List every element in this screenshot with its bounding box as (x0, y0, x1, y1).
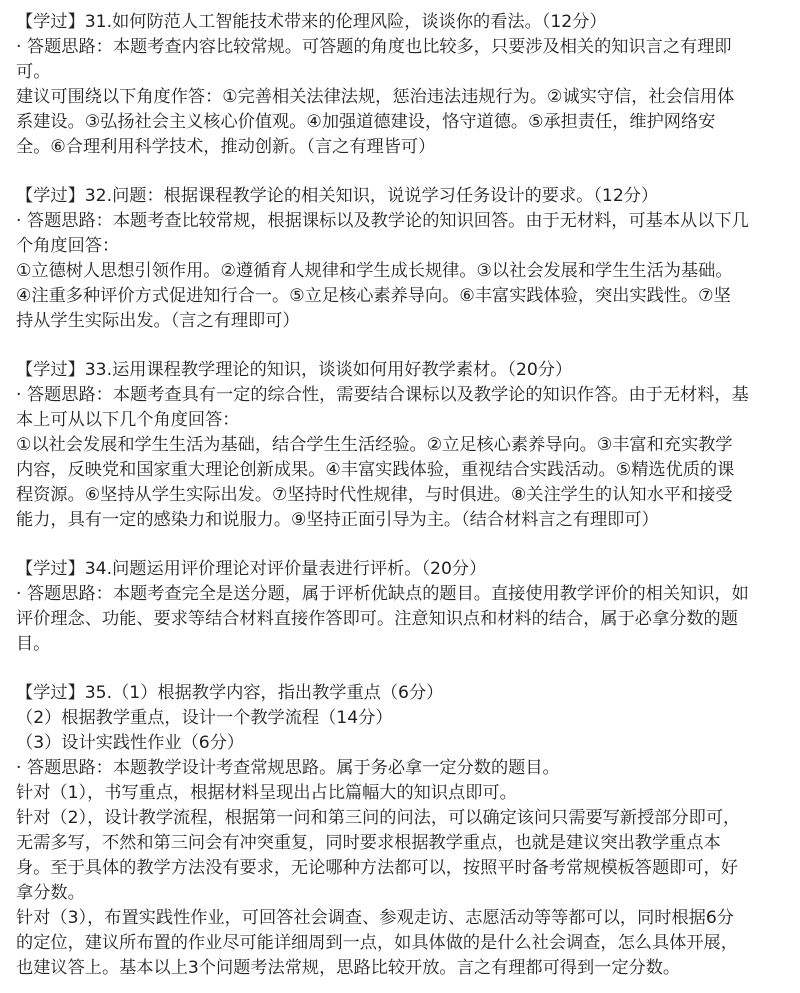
text-line: 持从学生实际出发。（言之有理即可） (16, 311, 300, 331)
text-line: 建议可围绕以下角度作答：①完善相关法律法规，惩治违法违规行为。②诚实守信，社会信用体 (16, 87, 735, 107)
text-line: 全。⑥合理利用科学技术，推动创新。（言之有理皆可） (16, 137, 436, 157)
text-line: · 答题思路：本题考查内容比较常规。可答题的角度也比较多，只要涉及相关的知识言之有理即 (16, 37, 732, 57)
text-line: 无需多写，不然和第三问会有冲突重复，同时要求根据教学重点，也就是建议突出教学重点本 (16, 833, 721, 853)
text-line: · 答题思路：本题考查具有一定的综合性，需要结合课标以及教学论的知识作答。由于无材料，基 (16, 385, 749, 405)
question-32-block (16, 184, 784, 334)
text-line: 评价理念、功能、要求等结合材料直接作答即可。注意知识点和材料的结合，属于必拿分数的题 (16, 609, 738, 629)
text-line: 目。 (16, 634, 51, 654)
text-line: 的定位，建议所布置的作业尽可能详细周到一点，如具体做的是什么社会调查，怎么具体开展， (16, 933, 738, 953)
text-line: 【学过】33.运用课程教学理论的知识，谈谈如何用好教学素材。（20分） (16, 360, 573, 380)
text-line: · 答题思路：本题考查完全是送分题，属于评析优缺点的题目。直接使用教学评价的相关知识，如 (16, 584, 749, 604)
text-line: 【学过】35.（1）根据教学内容，指出教学重点（6分） (16, 683, 444, 703)
question-31-block (16, 10, 784, 160)
text-line: ①以社会发展和学生生活为基础，结合学生生活经验。②立足核心素养导向。③丰富和充实教学 (16, 435, 733, 455)
text-line: · 答题思路：本题考查比较常规，根据课标以及教学论的知识回答。由于无材料，可基本从以下几 (16, 211, 749, 231)
text-line: · 答题思路：本题教学设计考查常规思路。属于务必拿一定分数的题目。 (16, 758, 560, 778)
text-line: ④注重多种评价方式促进知行合一。⑤立足核心素养导向。⑥丰富实践体验，突出实践性。⑦坚 (16, 286, 731, 306)
text-line: 【学过】32.问题：根据课程教学论的相关知识，说说学习任务设计的要求。（12分） (16, 186, 659, 206)
text-line: 针对（2），设计教学流程，根据第一问和第三问的问法，可以确定该问只需要写新授部分即可， (16, 808, 741, 828)
text-line: 针对（3），布置实践性作业，可回答社会调查、参观走访、志愿活动等等都可以，同时根据6分 (16, 908, 734, 928)
text-line: 也建议答上。基本以上3个问题考法常规，思路比较开放。言之有理都可得到一定分数。 (16, 958, 681, 978)
question-33-block (16, 358, 784, 533)
text-line: （3）设计实践性作业（6分） (16, 733, 245, 753)
text-line: 系建设。③弘扬社会主义核心价值观。④加强道德建设，恪守道德。⑤承担责任，维护网络安 (16, 112, 716, 132)
text-line: ①立德树人思想引领作用。②遵循育人规律和学生成长规律。③以社会发展和学生生活为基础。 (16, 261, 733, 281)
text-line: （2）根据教学重点，设计一个教学流程（14分） (16, 708, 393, 728)
text-line: 个角度回答： (16, 236, 120, 256)
text-line: 身。至于具体的教学方法没有要求，无论哪种方法都可以，按照平时备考常规模板答题即可，好 (16, 858, 738, 878)
text-line: 【学过】34.问题运用评价理论对评价量表进行评析。（20分） (16, 559, 487, 579)
text-line: 本上可从以下几个角度回答： (16, 410, 240, 430)
text-line: 内容，反映党和国家重大理论创新成果。④丰富实践体验，重视结合实践活动。⑤精选优质的课 (16, 460, 735, 480)
question-35-block (16, 681, 784, 981)
text-line: 【学过】31.如何防范人工智能技术带来的伦理风险，谈谈你的看法。（12分） (16, 12, 607, 32)
question-34-block (16, 557, 784, 657)
text-line: 针对（1），书写重点，根据材料呈现出占比篇幅大的知识点即可。 (16, 783, 517, 803)
text-line: 拿分数。 (16, 883, 85, 903)
text-line: 可。 (16, 62, 51, 82)
text-line: 程资源。⑥坚持从学生实际出发。⑦坚持时代性规律，与时俱进。⑧关注学生的认知水平和接受 (16, 485, 733, 505)
text-line: 能力，具有一定的感染力和说服力。⑨坚持正面引导为主。（结合材料言之有理即可） (16, 510, 659, 530)
